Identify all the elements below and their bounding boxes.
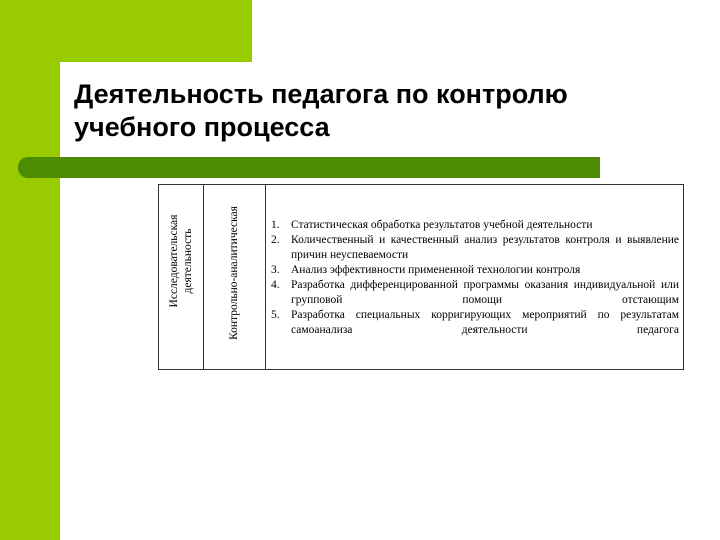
slide-title-line-2: учебного процесса bbox=[74, 112, 330, 142]
list-item-text: Разработка дифференцированной программы оказания индивидуальной или групповой помощи отстающим bbox=[291, 279, 679, 306]
list-item bbox=[271, 263, 679, 278]
list-item-number: 5. bbox=[271, 309, 280, 321]
list-item-number: 2. bbox=[271, 234, 280, 246]
title-divider-bar bbox=[18, 157, 600, 178]
list-item-number: 1. bbox=[271, 219, 280, 231]
research-activity-label bbox=[167, 215, 195, 308]
activity-table bbox=[158, 184, 684, 370]
list-item-text: Анализ эффективности примененной технологии контроля bbox=[291, 264, 581, 276]
control-analytic-label: Контрольно-аналитическая bbox=[228, 206, 240, 340]
list-item-text: Количественный и качественный анализ результатов контроля и выявление причин неуспеваемости bbox=[291, 234, 679, 261]
slide-title-line-1: Деятельность педагога по контролю bbox=[74, 79, 568, 109]
list-item-text: Статистическая обработка результатов учебной деятельности bbox=[291, 219, 593, 231]
research-activity-cell bbox=[159, 185, 204, 369]
accent-bar-left bbox=[0, 0, 60, 540]
activity-list bbox=[271, 218, 679, 338]
slide-title bbox=[74, 78, 704, 144]
list-item bbox=[271, 278, 679, 308]
list-item bbox=[271, 308, 679, 338]
list-item bbox=[271, 233, 679, 263]
list-item bbox=[271, 218, 679, 233]
list-item-number: 4. bbox=[271, 279, 280, 291]
research-activity-label-line-2: деятельность bbox=[182, 228, 194, 294]
list-item-text: Разработка специальных корригирующих мероприятий по результатам самоанализа деятельности педагога bbox=[291, 309, 679, 336]
list-item-number: 3. bbox=[271, 264, 280, 276]
control-analytic-cell bbox=[203, 185, 266, 369]
research-activity-label-line-1: Исследовательская bbox=[168, 214, 180, 308]
